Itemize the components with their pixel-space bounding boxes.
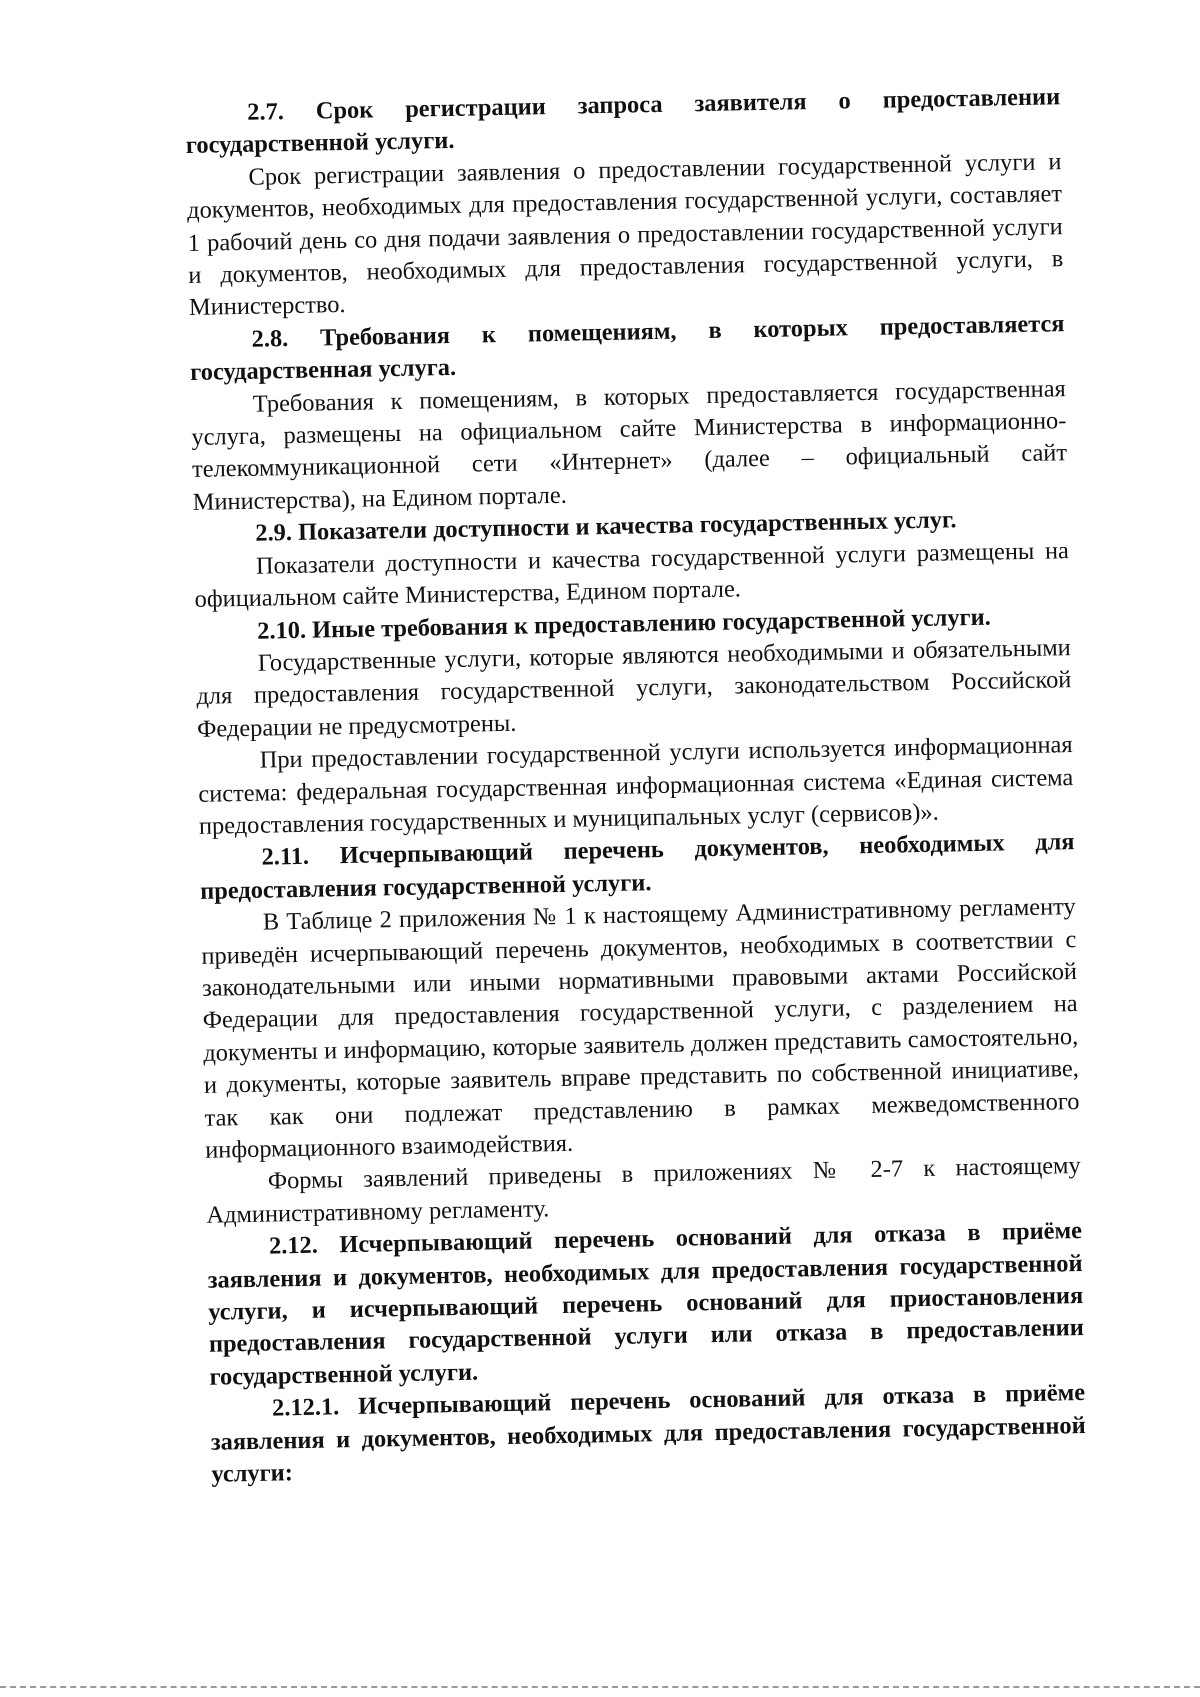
paragraph-2-10-required-services: Государственные услуги, которые являются необходимыми и обязательными для предоставления государственной услуги, законодательством Российской Федерации не предусмотрены. [196,634,1072,743]
paragraph-2-11-documents-list: В Таблице 2 приложения № 1 к настоящему Административному регламенту приведён исчерпывающий перечень документов, необходимых в соответствии с законодательными или иными нормативными правовыми актами Российской Федерации для предоставления государственной услуги, с разделением на документы и информацию, которые заявитель должен представить самостоятельно, и документы, которые заявитель вправе представить по собственной инициативе, так как они подлежат представлению в рамках межведомственного информационного взаимодействия. [201,893,1080,1164]
paragraph-2-7-registration-term: Срок регистрации заявления о предоставлении государственной услуги и документов, необходимых для предоставления государственной услуги, составляет 1 рабочий день со дня подачи заявления о предоставлении государственной услуги и документов, необходимых для предоставления государственной услуги, в Министерство. [186,148,1064,322]
document-body [185,81,1087,1491]
scan-bottom-edge [0,1686,1200,1688]
paragraph-2-10-information-system: При предоставлении государственной услуги используется информационная система: федеральная государственная информационная система «Единая система предоставления государственных и муниципальных услуг (сервисов)». [198,731,1074,840]
paragraph-2-8-premises: Требования к помещениям, в которых предоставляется государственная услуга, размещены на официальном сайте Министерства в информационно-телекоммуникационной сети «Интернет» (далее – официальный сайт Министерства), на Едином портале. [191,374,1068,516]
section-heading-2-12: 2.12. Исчерпывающий перечень оснований для отказа в приёме заявления и документов, необходимых для предоставления государственной услуги, и исчерпывающий перечень оснований для приостановления предоставления государственной услуги или отказа в предоставлении государственной услуги. [207,1217,1085,1391]
section-heading-2-10: 2.10. Иные требования к предоставлению государственной услуги. [256,603,992,645]
section-heading-2-9: 2.9. Показатели доступности и качества государственных услуг. [255,506,957,548]
paragraph-2-11-application-forms: Формы заявлений приведены в приложениях № 2-7 к настоящему Административному регламенту. [206,1152,1081,1229]
section-heading-2-8: 2.8. Требования к помещениям, в которых предоставляется государственная услуга. [190,310,1065,387]
section-heading-2-12-1: 2.12.1. Исчерпывающий перечень оснований для отказа в приёме заявления и документов, необходимых для предоставления государственной услуги: [210,1379,1086,1488]
section-heading-2-7: 2.7. Срок регистрации запроса заявителя о предоставлении государственной услуги. [185,83,1061,160]
paragraph-2-9-indicators: Показатели доступности и качества государственной услуги размещены на официальном сайте Министерства, Едином портале. [194,536,1070,613]
section-heading-2-11: 2.11. Исчерпывающий перечень документов, необходимых для предоставления государственной услуги. [199,828,1075,905]
